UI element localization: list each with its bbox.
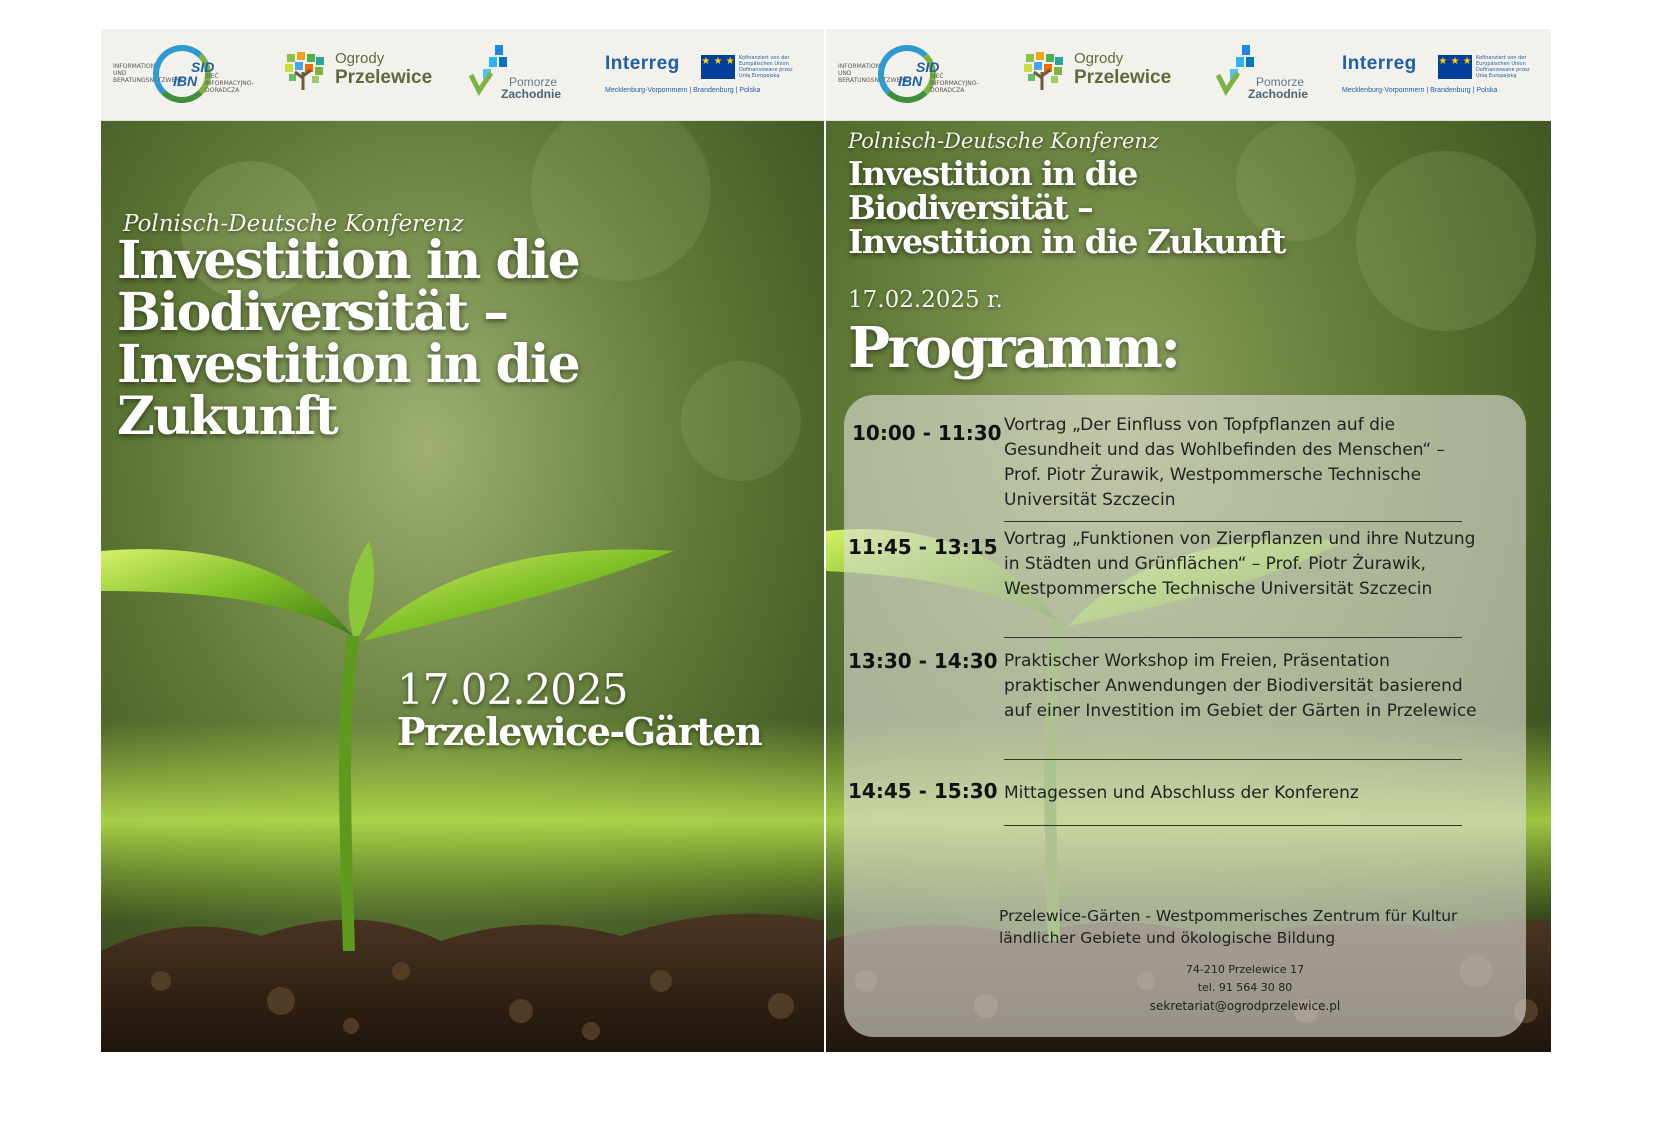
conference-subtitle: Polnisch-Deutsche Konferenz [848,129,1159,153]
logo-strip [826,29,1551,121]
program-time: 11:45 - 13:15 [848,535,998,559]
pomorze-zachodnie-logo: Pomorze Zachodnie [1216,45,1320,107]
program-description: Vortrag „Funktionen von Zierpflanzen und ihre Nutzung in Städten und Grünflächen“ – Prof. Piotr Żurawik, Westpommersche Technische Universität Szczecin [1004,529,1476,599]
program-description: Vortrag „Der Einfluss von Topfpflanzen auf die Gesundheit und das Wohlbefinden des Menschen“ – Prof. Piotr Żurawik, Westpommersche Technische Universität Szczecin [1004,415,1446,510]
event-place: Przelewice-Gärten [397,709,762,754]
eu-flag-icon: ★ ★ ★ [701,55,735,79]
program-heading: Programm: [848,315,1179,381]
venue-phone: tel. 91 564 30 80 [1197,981,1293,994]
event-date: 17.02.2025 r. [848,287,1003,313]
tree-icon [283,50,327,92]
program-time: 14:45 - 15:30 [848,779,998,803]
pomorze-zachodnie-logo: Pomorze Zachodnie [469,45,573,107]
logo-strip [101,29,824,121]
program-time: 13:30 - 14:30 [848,649,998,673]
poster-right [826,29,1551,1052]
event-date: 17.02.2025 [397,665,628,714]
program-box [844,395,1526,1037]
venue-street: 74-210 Przelewice 17 [1185,963,1305,976]
divider [1004,637,1462,638]
eu-flag-icon: ★ ★ ★ [1438,55,1472,79]
program-description: Praktischer Workshop im Freien, Präsentation praktischer Anwendungen der Biodiversität basierend auf einer Investition im Gebiet der Gärten in Przelewice [1004,651,1477,721]
program-time: 10:00 - 11:30 [852,421,1002,445]
divider [1004,759,1462,760]
ibn-sid-logo: INFORMATIONS- UND BERATUNGSNETZWERK SID IBN SIEĆ INFORMACYJNO-DORADCZA [838,45,978,107]
venue-name: Przelewice-Gärten - Westpommerisches Zentrum für Kultur ländlicher Gebiete und ökologische Bildung [999,907,1458,947]
conference-subtitle: Polnisch-Deutsche Konferenz [123,211,464,237]
conference-title: Investition in die Biodiversität – Investition in die Zukunft [117,230,579,447]
interreg-logo: Interreg ★ ★ ★ Kofinanziert von der Europäischen Union Dofinansowane przez Unię Europejską Mecklenburg-Vorpommern | Brandenburg | Polska [1342,53,1530,94]
divider [1004,521,1462,522]
venue-email: sekretariat@ogrodprzelewice.pl [1149,999,1341,1013]
ibn-sid-logo: INFORMATIONS- UND BERATUNGSNETZWERK SID IBN SIEĆ INFORMACYJNO-DORADCZA [113,45,253,107]
ogrody-przelewice-logo: Ogrody Przelewice [283,45,433,107]
ogrody-przelewice-logo: Ogrody Przelewice [1022,45,1172,107]
divider [1004,825,1462,826]
tree-icon [1022,50,1066,92]
poster-left [101,29,824,1052]
conference-title: Investition in die Biodiversität – Investition in die Zukunft [848,154,1285,261]
program-description: Mittagessen und Abschluss der Konferenz [1004,783,1359,803]
interreg-logo: Interreg ★ ★ ★ Kofinanziert von der Europäischen Union Dofinansowane przez Unię Europejską Mecklenburg-Vorpommern | Brandenburg | Polska [605,53,793,94]
